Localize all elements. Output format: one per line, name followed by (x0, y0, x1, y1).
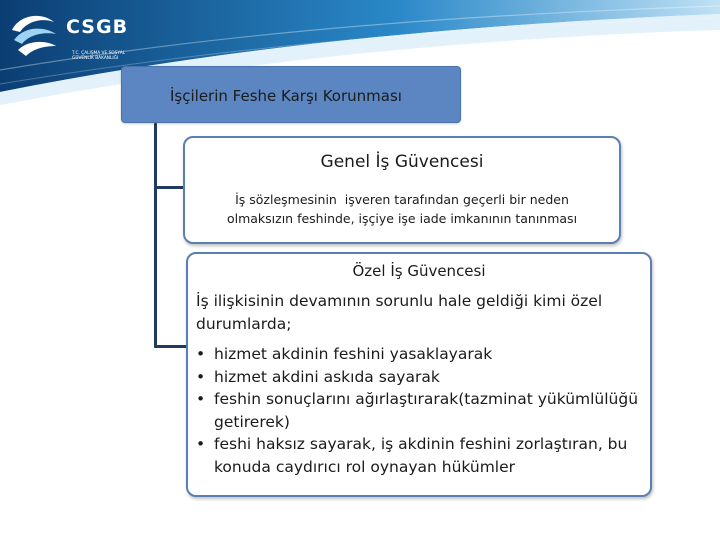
bullet-icon: • (196, 435, 206, 453)
general-line-1: İş sözleşmesinin işveren tarafından geçerli bir neden (235, 192, 569, 207)
list-item (196, 388, 642, 433)
special-job-security-card (186, 252, 652, 497)
list-item (196, 343, 642, 366)
connector-to-general (154, 186, 184, 189)
general-job-security-text (191, 190, 613, 228)
general-job-security-heading: Genel İş Güvencesi (320, 152, 484, 172)
logo (6, 8, 136, 64)
list-item-text: feshi haksız sayarak, iş akdinin feshini zorlaştıran, bu konuda caydırıcı rol oynayan hükümler (214, 435, 628, 476)
special-job-security-list (196, 343, 642, 478)
bullet-icon: • (196, 367, 206, 386)
logo-subtitle: T.C. ÇALIŞMA VE SOSYAL GÜVENLİK BAKANLIĞI (72, 51, 126, 61)
diagram-title: İşçilerin Feshe Karşı Korunması (170, 87, 402, 105)
connector-vertical (154, 123, 157, 348)
list-item (196, 433, 642, 478)
logo-swirl-icon (6, 8, 62, 64)
list-item-text: hizmet akdini askıda sayarak (214, 367, 440, 386)
general-line-2: olmaksızın feshinde, işçiye işe iade imkanının tanınması (226, 211, 578, 226)
bullet-icon: • (196, 345, 206, 363)
list-item-text: feshin sonuçlarını ağırlaştırarak(tazminat yükümlülüğü getirerek) (214, 390, 639, 431)
general-job-security-card (183, 136, 621, 244)
logo-name: CSGB (66, 16, 129, 38)
list-item-text: hizmet akdinin feshini yasaklayarak (214, 345, 493, 363)
list-item (196, 366, 642, 389)
bullet-icon: • (196, 390, 206, 408)
diagram-title-box (121, 66, 461, 123)
connector-to-special (154, 345, 187, 348)
special-job-security-intro: İş ilişkisinin devamının sorunlu hale geldiği kimi özel durumlarda; (196, 292, 603, 333)
special-job-security-heading: Özel İş Güvencesi (352, 262, 486, 280)
